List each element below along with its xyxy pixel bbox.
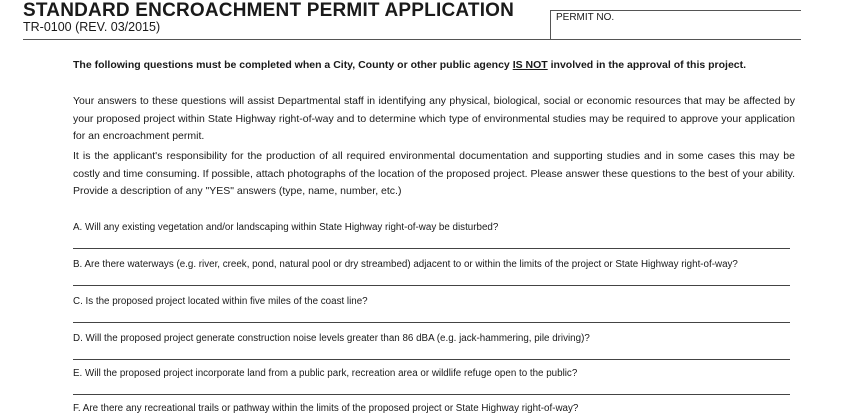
question-a-answer-line[interactable] xyxy=(73,248,790,249)
question-a-label: A. Will any existing vegetation and/or landscaping within State Highway right-of-way be disturbed? xyxy=(73,222,499,233)
intro-paragraph-2: It is the applicant's responsibility for the production of all required environmental documentation and supporting studies and in some cases this may be costly and time consuming. If possible, attach photographs of the location of the proposed project. Please answer these questions to the best of your ability. Provide a description of any "YES" answers (type, name, number, etc.) xyxy=(73,150,795,197)
form-code: TR-0100 (REV. 03/2015) xyxy=(23,20,161,34)
instruction-text-start: The following questions must be completed when a City, County or other public agency xyxy=(73,59,513,71)
instruction-heading xyxy=(73,59,746,71)
question-f-label: F. Are there any recreational trails or pathway within the limits of the proposed project or State Highway right-of-way? xyxy=(73,403,579,414)
question-e-answer-line[interactable] xyxy=(73,394,790,395)
question-b-label: B. Are there waterways (e.g. river, creek, pond, natural pool or dry streambed) adjacent to or within the limits of the project or State Highway right-of-way? xyxy=(73,259,738,270)
question-e-label: E. Will the proposed project incorporate land from a public park, recreation area or wildlife refuge open to the public? xyxy=(73,368,578,379)
question-d-label: D. Will the proposed project generate construction noise levels greater than 86 dBA (e.g. jack-hammering, pile driving)? xyxy=(73,333,590,344)
question-b-answer-line[interactable] xyxy=(73,285,790,286)
question-d-answer-line[interactable] xyxy=(73,359,790,360)
permit-number-label: PERMIT NO. xyxy=(556,12,615,23)
intro-paragraph-1: Your answers to these questions will assist Departmental staff in identifying any physical, biological, social or economic resources that may be affected by your proposed project within State Highway right-of-way and to determine which type of environmental studies may be required to approve your application for an encroachment permit. xyxy=(73,95,795,142)
instruction-emphasis: IS NOT xyxy=(512,59,548,71)
header-divider xyxy=(23,39,801,40)
form-title: STANDARD ENCROACHMENT PERMIT APPLICATION xyxy=(23,0,515,21)
instruction-text-end: involved in the approval of this project. xyxy=(547,59,747,71)
question-c-label: C. Is the proposed project located within five miles of the coast line? xyxy=(73,296,368,307)
question-c-answer-line[interactable] xyxy=(73,322,790,323)
